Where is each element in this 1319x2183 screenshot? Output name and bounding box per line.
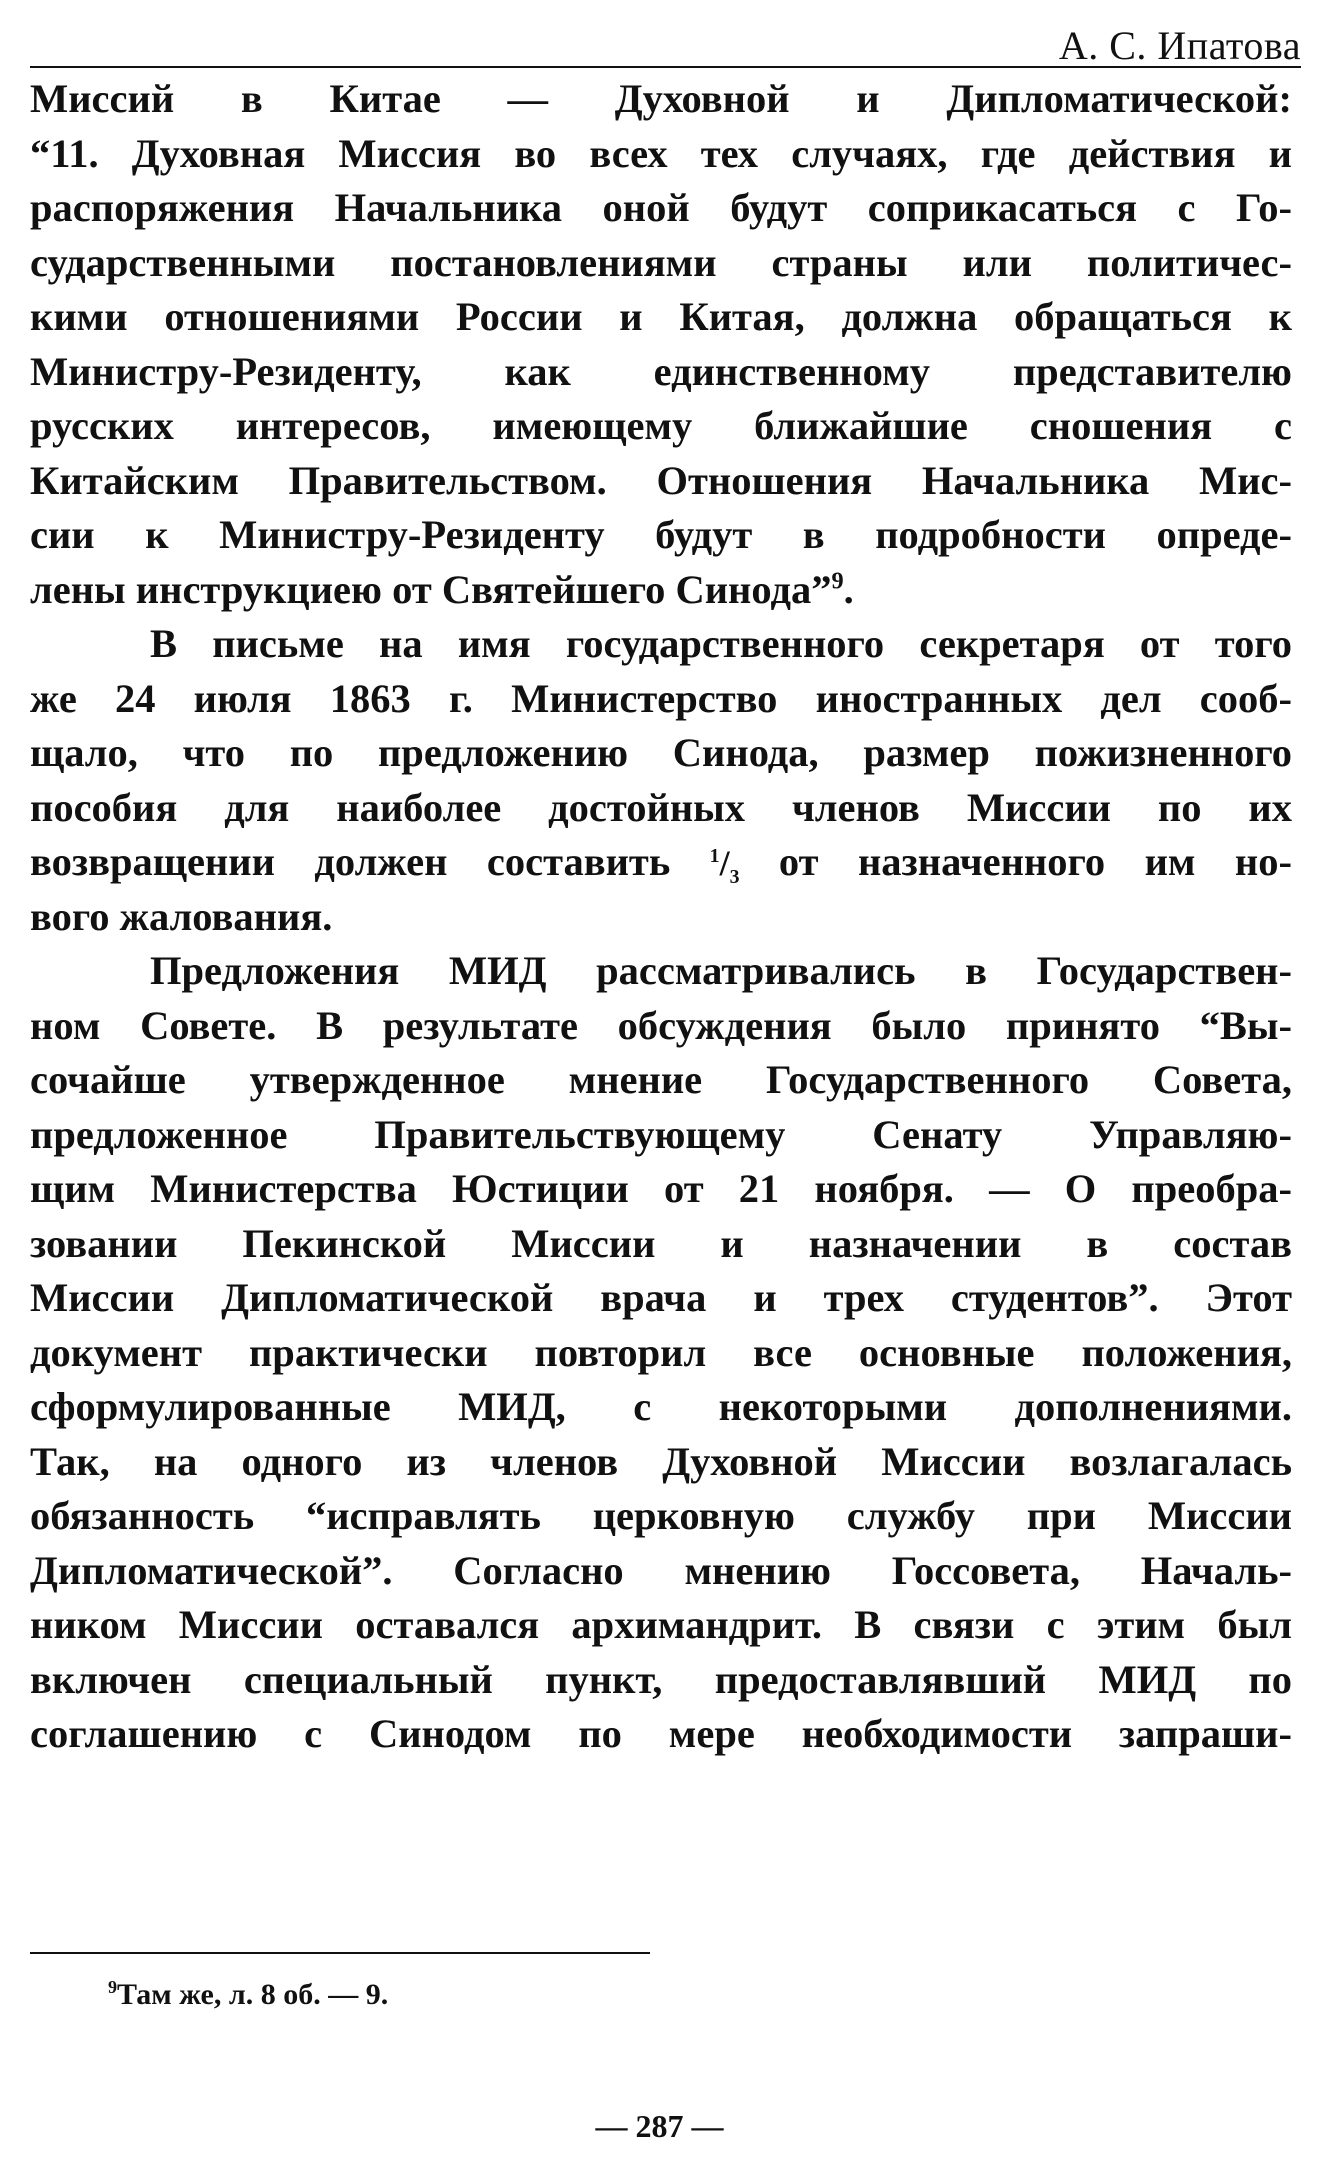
- fraction-numerator: 1: [709, 845, 720, 867]
- text-line: Миссий в Китае — Духовной и Дипломатической:: [30, 76, 1292, 121]
- text-line: Так, на одного из членов Духовной Миссии возлагалась: [30, 1438, 1292, 1484]
- text-line: пособия для наиболее достойных членов Миссии по их: [30, 784, 1292, 830]
- footnote: [108, 1978, 388, 2012]
- text-line: сударственными постановлениями страны или политичес-: [30, 239, 1292, 285]
- text-line: Китайским Правительством. Отношения Начальника Мис-: [30, 457, 1292, 503]
- text-line: ником Миссии оставался архимандрит. В связи с этим был: [30, 1602, 1292, 1647]
- fraction-denominator: 3: [729, 866, 740, 889]
- line-text: возвращении должен составить: [30, 839, 671, 884]
- text-line: щим Министерства Юстиции от 21 ноября. — О преобра-: [30, 1166, 1292, 1211]
- text-line: Предложения МИД рассматривались в Государствен-: [150, 948, 1292, 993]
- text-line: кими отношениями России и Китая, должна обращаться к: [30, 294, 1292, 339]
- text-line: Дипломатической”. Согласно мнению Госсовета, Началь-: [30, 1547, 1292, 1593]
- text-line: предложенное Правительствующему Сенату Управляю-: [30, 1111, 1292, 1157]
- footnote-rule: [30, 1952, 650, 1954]
- text-line: зовании Пекинской Миссии и назначении в состав: [30, 1220, 1292, 1266]
- footnote-number: 9: [108, 1977, 117, 1997]
- footnote-reference[interactable]: 9: [831, 567, 844, 594]
- text-line: распоряжения Начальника оной будут соприкасаться с Го-: [30, 185, 1292, 230]
- text-line: русских интересов, имеющему ближайшие сношения с: [30, 403, 1292, 448]
- text-line: ном Совете. В результате обсуждения было принято “Вы-: [30, 1002, 1292, 1048]
- line-tail: от назначенного им но-: [778, 839, 1292, 884]
- text-line: вого жалования.: [30, 893, 333, 939]
- text-line: Министру-Резиденту, как единственному представителю: [30, 348, 1292, 394]
- header-rule: [30, 66, 1301, 68]
- text-line: [30, 563, 1292, 618]
- text-line: же 24 июля 1863 г. Министерство иностранных дел сооб-: [30, 675, 1292, 721]
- text-line: включен специальный пункт, предоставлявший МИД по: [30, 1656, 1292, 1702]
- text-line: В письме на имя государственного секретаря от того: [150, 621, 1292, 666]
- text-line: соглашению с Синодом по мере необходимости запраши-: [30, 1711, 1292, 1756]
- text-line: “11. Духовная Миссия во всех тех случаях, где действия и: [30, 130, 1292, 176]
- text-line: Миссии Дипломатической врача и трех студентов”. Этот: [30, 1275, 1292, 1320]
- page-number: — 287 —: [595, 2108, 724, 2144]
- line-text: лены инструкциею от Святейшего Синода”: [30, 566, 832, 612]
- running-head: А. С. Ипатова: [1058, 23, 1301, 68]
- text-line: [30, 835, 1292, 890]
- fraction: $^1/_3$: [709, 843, 740, 889]
- text-line: сформулированные МИД, с некоторыми дополнениями.: [30, 1384, 1292, 1429]
- footnote-text: Там же, л. 8 об. — 9.: [117, 1978, 389, 2011]
- text-line: сии к Министру-Резиденту будут в подробности опреде-: [30, 512, 1292, 557]
- text-line: документ практически повторил все основные положения,: [30, 1329, 1292, 1375]
- text-line: обязанность “исправлять церковную службу при Миссии: [30, 1493, 1292, 1538]
- body-text: [30, 72, 1292, 1762]
- text-line: щало, что по предложению Синода, размер пожизненного: [30, 730, 1292, 775]
- line-tail: .: [843, 566, 854, 612]
- text-line: сочайше утвержденное мнение Государственного Совета,: [30, 1057, 1292, 1102]
